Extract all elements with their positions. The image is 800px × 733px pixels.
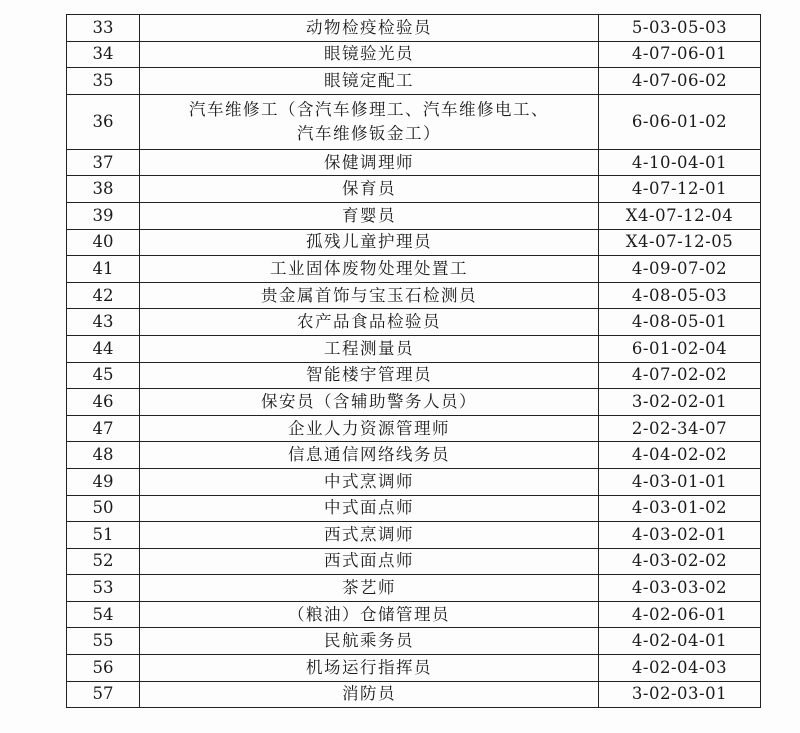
row-number-cell: 38: [67, 176, 140, 203]
row-number-cell: 34: [67, 41, 140, 68]
occupation-name-cell: 西式烹调师: [140, 522, 599, 549]
occupation-name-cell: 保安员（含辅助警务人员）: [140, 389, 599, 416]
row-number-cell: 36: [67, 94, 140, 149]
occupation-code-cell: 4-03-03-02: [599, 575, 761, 602]
occupation-code-cell: 4-10-04-01: [599, 149, 761, 176]
table-row: [67, 681, 761, 708]
occupation-name-cell: 农产品食品检验员: [140, 309, 599, 336]
occupation-code-cell: 4-07-12-01: [599, 176, 761, 203]
occupation-name-cell: 育婴员: [140, 202, 599, 229]
table-row: [67, 256, 761, 283]
table-row: [67, 362, 761, 389]
occupation-code-cell: 6-06-01-02: [599, 94, 761, 149]
occupation-name-cell: 企业人力资源管理师: [140, 415, 599, 442]
table-row: [67, 442, 761, 469]
row-number-cell: 47: [67, 415, 140, 442]
table-row: [67, 94, 761, 149]
occupation-name-cell: 保育员: [140, 176, 599, 203]
occupation-name-cell: [140, 94, 599, 149]
occupation-name-cell: 信息通信网络线务员: [140, 442, 599, 469]
row-number-cell: 57: [67, 681, 140, 708]
occupation-code-cell: 4-02-06-01: [599, 601, 761, 628]
occupation-code-cell: 4-03-01-02: [599, 495, 761, 522]
table-row: [67, 309, 761, 336]
table-row: [67, 229, 761, 256]
occupation-name-cell: 眼镜验光员: [140, 41, 599, 68]
table-row: [67, 202, 761, 229]
occupation-name-cell: 中式面点师: [140, 495, 599, 522]
table-row: [67, 68, 761, 95]
row-number-cell: 55: [67, 628, 140, 655]
table-row: [67, 548, 761, 575]
occupation-code-cell: 6-01-02-04: [599, 335, 761, 362]
table-row: [67, 655, 761, 682]
occupation-table: [66, 14, 761, 708]
table-row: [67, 149, 761, 176]
occupation-code-cell: 4-03-01-01: [599, 468, 761, 495]
occupation-name-cell: 西式面点师: [140, 548, 599, 575]
occupation-code-cell: 4-08-05-01: [599, 309, 761, 336]
row-number-cell: 40: [67, 229, 140, 256]
occupation-code-cell: 4-08-05-03: [599, 282, 761, 309]
occupation-name-cell: 贵金属首饰与宝玉石检测员: [140, 282, 599, 309]
row-number-cell: 41: [67, 256, 140, 283]
row-number-cell: 43: [67, 309, 140, 336]
table-row: [67, 176, 761, 203]
table-row: [67, 522, 761, 549]
occupation-code-cell: 3-02-03-01: [599, 681, 761, 708]
row-number-cell: 42: [67, 282, 140, 309]
table-row: [67, 575, 761, 602]
occupation-code-cell: 4-03-02-02: [599, 548, 761, 575]
occupation-name-line: 汽车维修工（含汽车修理工、汽车维修电工、: [189, 99, 549, 119]
row-number-cell: 53: [67, 575, 140, 602]
occupation-code-cell: 4-04-02-02: [599, 442, 761, 469]
row-number-cell: 46: [67, 389, 140, 416]
row-number-cell: 35: [67, 68, 140, 95]
row-number-cell: 45: [67, 362, 140, 389]
occupation-name-cell: 动物检疫检验员: [140, 15, 599, 42]
occupation-name-cell: 民航乘务员: [140, 628, 599, 655]
occupation-name-cell: 机场运行指挥员: [140, 655, 599, 682]
table-row: [67, 15, 761, 42]
row-number-cell: 49: [67, 468, 140, 495]
occupation-name-cell: （粮油）仓储管理员: [140, 601, 599, 628]
occupation-code-cell: 4-02-04-01: [599, 628, 761, 655]
table-row: [67, 41, 761, 68]
row-number-cell: 33: [67, 15, 140, 42]
table-row: [67, 389, 761, 416]
table-row: [67, 335, 761, 362]
occupation-name-line: 汽车维修钣金工）: [297, 123, 441, 143]
occupation-code-cell: X4-07-12-04: [599, 202, 761, 229]
occupation-code-cell: X4-07-12-05: [599, 229, 761, 256]
table-row: [67, 468, 761, 495]
table-row: [67, 628, 761, 655]
row-number-cell: 56: [67, 655, 140, 682]
table-row: [67, 495, 761, 522]
occupation-code-cell: 5-03-05-03: [599, 15, 761, 42]
table-row: [67, 601, 761, 628]
row-number-cell: 52: [67, 548, 140, 575]
table-row: [67, 282, 761, 309]
occupation-code-cell: 3-02-02-01: [599, 389, 761, 416]
occupation-name-cell: 工程测量员: [140, 335, 599, 362]
occupation-table-body: [67, 15, 761, 708]
occupation-name-cell: 茶艺师: [140, 575, 599, 602]
occupation-name-cell: 孤残儿童护理员: [140, 229, 599, 256]
row-number-cell: 54: [67, 601, 140, 628]
row-number-cell: 50: [67, 495, 140, 522]
row-number-cell: 48: [67, 442, 140, 469]
occupation-name-cell: 保健调理师: [140, 149, 599, 176]
occupation-name-cell: 眼镜定配工: [140, 68, 599, 95]
occupation-name-cell: 消防员: [140, 681, 599, 708]
row-number-cell: 39: [67, 202, 140, 229]
occupation-code-cell: 4-02-04-03: [599, 655, 761, 682]
occupation-code-cell: 4-07-02-02: [599, 362, 761, 389]
occupation-code-cell: 4-03-02-01: [599, 522, 761, 549]
occupation-code-cell: 4-07-06-01: [599, 41, 761, 68]
row-number-cell: 37: [67, 149, 140, 176]
occupation-code-cell: 4-07-06-02: [599, 68, 761, 95]
row-number-cell: 44: [67, 335, 140, 362]
occupation-code-cell: 4-09-07-02: [599, 256, 761, 283]
occupation-name-cell: 智能楼宇管理员: [140, 362, 599, 389]
row-number-cell: 51: [67, 522, 140, 549]
table-row: [67, 415, 761, 442]
occupation-name-cell: 中式烹调师: [140, 468, 599, 495]
occupation-code-cell: 2-02-34-07: [599, 415, 761, 442]
occupation-name-cell: 工业固体废物处理处置工: [140, 256, 599, 283]
